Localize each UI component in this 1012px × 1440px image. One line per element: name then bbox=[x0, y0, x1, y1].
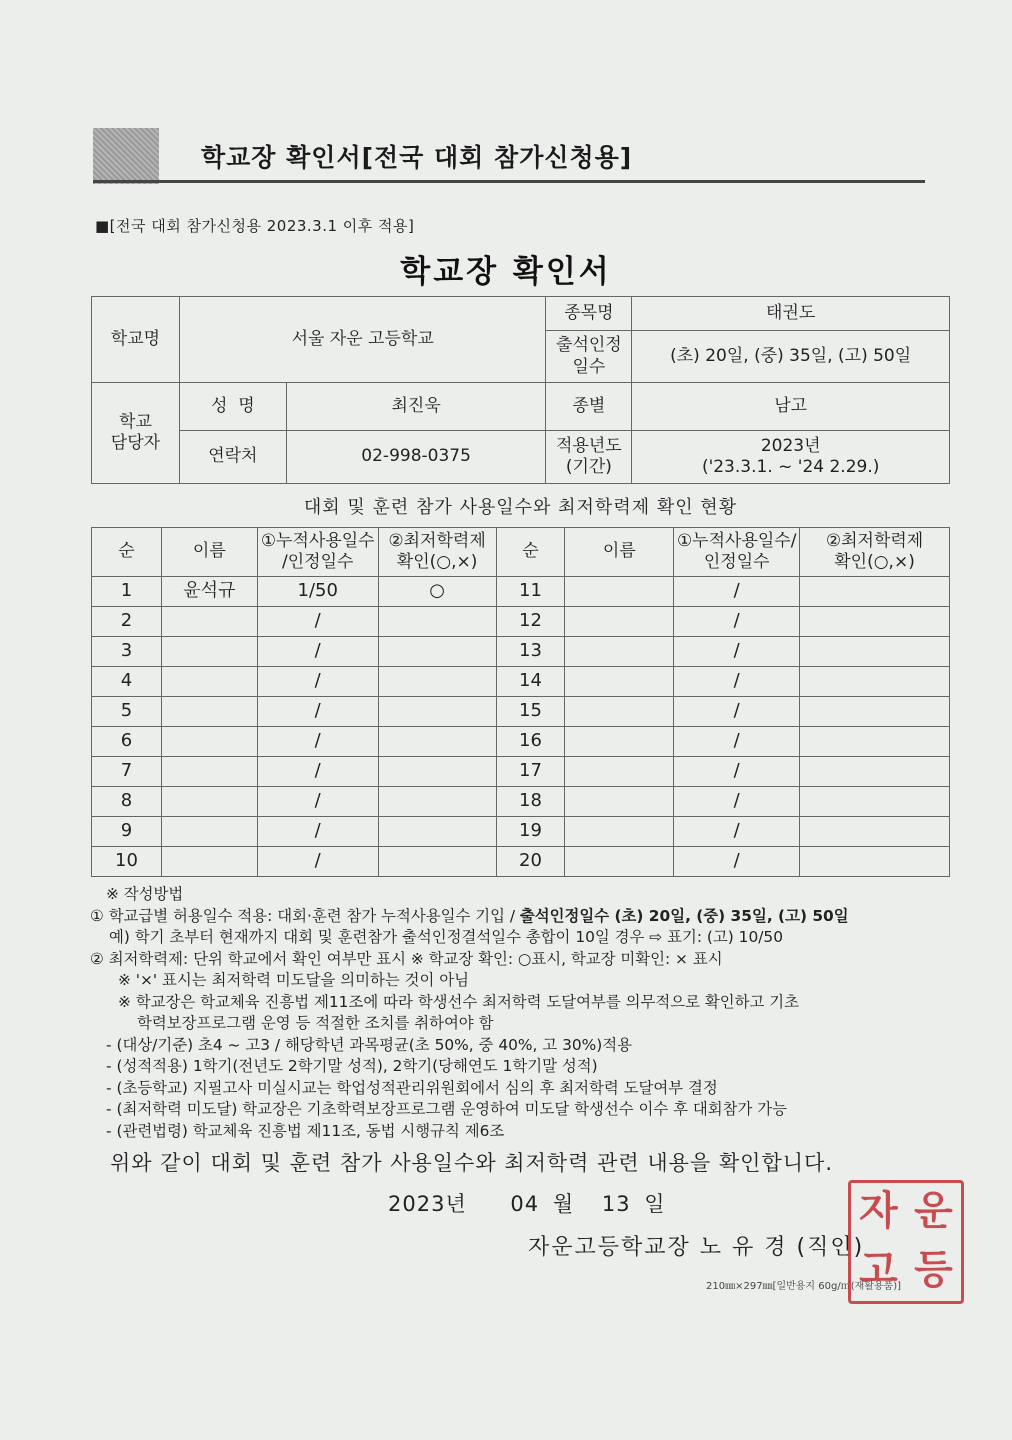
row-name bbox=[161, 727, 257, 757]
row-check-right bbox=[800, 697, 950, 727]
table-row bbox=[92, 697, 950, 727]
section-title: 대회 및 훈련 참가 사용일수와 최저학력제 확인 현황 bbox=[303, 497, 738, 518]
row-check-right bbox=[800, 637, 950, 667]
row-name-right bbox=[565, 757, 674, 787]
school-value: 서울 자운 고등학교 bbox=[179, 297, 546, 383]
note-2-b1: ※ 학교장은 학교체육 진흥법 제11조에 따라 학생선수 최저학력 도달여부를 의무적으로 확인하고 기초 bbox=[118, 992, 799, 1011]
header-name-right: 이름 bbox=[565, 528, 674, 577]
row-no-right: 19 bbox=[496, 817, 565, 847]
row-days: / bbox=[257, 727, 378, 757]
confirm-text: 위와 같이 대회 및 훈련 참가 사용일수와 최저학력 관련 내용을 확인합니다. bbox=[110, 1151, 834, 1175]
row-check-right bbox=[800, 787, 950, 817]
row-name-right bbox=[565, 667, 674, 697]
row-check bbox=[378, 847, 496, 877]
sport-label: 종목명 bbox=[546, 297, 632, 331]
info-table bbox=[91, 296, 950, 484]
detail-5: - (관련법령) 학교체육 진흥법 제11조, 동법 시행규칙 제6조 bbox=[106, 1121, 505, 1140]
date-year: 2023년 bbox=[388, 1192, 467, 1216]
header-days: ①누적사용일수 /인정일수 bbox=[257, 528, 378, 577]
row-days: / bbox=[257, 757, 378, 787]
date-month-unit: 월 bbox=[552, 1192, 575, 1216]
table-row bbox=[92, 847, 950, 877]
row-no: 6 bbox=[92, 727, 162, 757]
row-days: / bbox=[257, 607, 378, 637]
seal-char-2: 운 bbox=[914, 1188, 953, 1234]
row-check bbox=[378, 787, 496, 817]
note-1 bbox=[90, 906, 970, 928]
school-label: 학교명 bbox=[92, 297, 180, 383]
date-month: 04 bbox=[510, 1192, 540, 1216]
row-days: / bbox=[257, 787, 378, 817]
note-1-bold: 출석인정일수 (초) 20일, (중) 35일, (고) 50일 bbox=[519, 906, 849, 925]
row-check-right bbox=[800, 727, 950, 757]
row-days-right: / bbox=[674, 847, 800, 877]
row-check bbox=[378, 727, 496, 757]
row-name bbox=[161, 757, 257, 787]
contact-value: 02-998-0375 bbox=[286, 431, 546, 484]
table-row bbox=[92, 787, 950, 817]
row-days-right: / bbox=[674, 817, 800, 847]
row-check bbox=[378, 697, 496, 727]
detail-3: - (초등학교) 지필고사 미실시교는 학업성적관리위원회에서 심의 후 최저학력 도달여부 결정 bbox=[106, 1078, 718, 1097]
header-rule bbox=[93, 180, 925, 183]
row-no-right: 14 bbox=[496, 667, 565, 697]
gender-label: 종별 bbox=[546, 383, 632, 431]
header-no: 순 bbox=[92, 528, 162, 577]
seal-char-3: 고 bbox=[859, 1247, 898, 1293]
row-days: 1/50 bbox=[257, 577, 378, 607]
detail-1: - (대상/기준) 초4 ~ 고3 / 해당학년 과목평균(초 50%, 중 40%, 고 30%)적용 bbox=[106, 1035, 633, 1054]
row-days: / bbox=[257, 667, 378, 697]
contact-label: 연락처 bbox=[179, 431, 286, 484]
row-no: 10 bbox=[92, 847, 162, 877]
row-days-right: / bbox=[674, 787, 800, 817]
header-no-right: 순 bbox=[496, 528, 565, 577]
row-check bbox=[378, 757, 496, 787]
row-days: / bbox=[257, 637, 378, 667]
notes-heading: ※ 작성방법 bbox=[106, 885, 184, 903]
row-no-right: 12 bbox=[496, 607, 565, 637]
row-check-right bbox=[800, 817, 950, 847]
row-days: / bbox=[257, 697, 378, 727]
row-days: / bbox=[257, 847, 378, 877]
row-name bbox=[161, 787, 257, 817]
row-no-right: 18 bbox=[496, 787, 565, 817]
row-name-right bbox=[565, 817, 674, 847]
row-name bbox=[161, 637, 257, 667]
row-no-right: 17 bbox=[496, 757, 565, 787]
note-1-text: ① 학교급별 허용일수 적용: 대회·훈련 참가 누적사용일수 기입 / bbox=[90, 906, 520, 925]
table-row bbox=[92, 607, 950, 637]
usage-table bbox=[91, 527, 950, 877]
row-name-right bbox=[565, 787, 674, 817]
table-row bbox=[92, 817, 950, 847]
row-no-right: 13 bbox=[496, 637, 565, 667]
table-row bbox=[92, 637, 950, 667]
row-days-right: / bbox=[674, 577, 800, 607]
usage-table-header bbox=[92, 528, 950, 577]
row-days-right: / bbox=[674, 637, 800, 667]
row-name-right bbox=[565, 577, 674, 607]
row-days-right: / bbox=[674, 757, 800, 787]
seal-char-1: 자 bbox=[859, 1188, 898, 1234]
row-no: 3 bbox=[92, 637, 162, 667]
note-1-example: 예) 학기 초부터 현재까지 대회 및 훈련참가 출석인정결석일수 총합이 10일 경우 ⇨ 표기: (고) 10/50 bbox=[109, 928, 784, 946]
row-check-right bbox=[800, 607, 950, 637]
row-check bbox=[378, 817, 496, 847]
issue-date bbox=[388, 1188, 666, 1218]
table-row bbox=[92, 577, 950, 607]
name-value: 최진욱 bbox=[286, 383, 546, 431]
row-no-right: 16 bbox=[496, 727, 565, 757]
row-name-right bbox=[565, 637, 674, 667]
detail-2: - (성적적용) 1학기(전년도 2학기말 성적), 2학기(당해연도 1학기말 성적) bbox=[106, 1057, 598, 1075]
header-academic: ②최저학력제 확인(○,×) bbox=[378, 528, 496, 577]
row-check-right bbox=[800, 757, 950, 787]
row-check bbox=[378, 607, 496, 637]
gender-value: 남고 bbox=[632, 383, 950, 431]
row-check: ○ bbox=[378, 577, 496, 607]
row-no-right: 20 bbox=[496, 847, 565, 877]
principal-signature: 자운고등학교장 노 유 경 (직인) bbox=[528, 1235, 865, 1260]
name-label: 성 명 bbox=[179, 383, 286, 431]
note-2-a: ※ '×' 표시는 최저학력 미도달을 의미하는 것이 아님 bbox=[118, 971, 469, 989]
date-day: 13 bbox=[601, 1192, 631, 1216]
row-check-right bbox=[800, 847, 950, 877]
row-no-right: 11 bbox=[496, 577, 565, 607]
manager-label: 학교 담당자 bbox=[92, 383, 180, 484]
row-no: 1 bbox=[92, 577, 162, 607]
row-days: / bbox=[257, 817, 378, 847]
table-row bbox=[92, 727, 950, 757]
row-days-right: / bbox=[674, 727, 800, 757]
header-gray-block bbox=[93, 128, 159, 184]
row-name bbox=[161, 697, 257, 727]
header-name: 이름 bbox=[161, 528, 257, 577]
year-label: 적용년도 (기간) bbox=[546, 431, 632, 484]
apply-note: ■[전국 대회 참가신청용 2023.3.1 이후 적용] bbox=[95, 217, 415, 235]
row-check bbox=[378, 667, 496, 697]
row-name bbox=[161, 817, 257, 847]
row-check-right bbox=[800, 577, 950, 607]
row-name bbox=[161, 847, 257, 877]
header-days-right: ①누적사용일수/ 인정일수 bbox=[674, 528, 800, 577]
note-2-b2: 학력보장프로그램 운영 등 적절한 조치를 취하여야 함 bbox=[137, 1014, 494, 1032]
note-2: ② 최저학력제: 단위 학교에서 확인 여부만 표시 ※ 학교장 확인: ○표시, 학교장 미확인: × 표시 bbox=[90, 949, 723, 968]
row-no-right: 15 bbox=[496, 697, 565, 727]
paper-size-note: 210㎜×297㎜[일반용지 60g/㎡(재활용품)] bbox=[706, 1281, 902, 1292]
row-no: 7 bbox=[92, 757, 162, 787]
row-name: 윤석규 bbox=[161, 577, 257, 607]
header-title: 학교장 확인서[전국 대회 참가신청용] bbox=[201, 143, 633, 172]
year-value: 2023년 ('23.3.1. ~ '24 2.29.) bbox=[632, 431, 950, 484]
row-name-right bbox=[565, 697, 674, 727]
row-name-right bbox=[565, 847, 674, 877]
row-name-right bbox=[565, 727, 674, 757]
sport-value: 태권도 bbox=[632, 297, 950, 331]
official-seal bbox=[848, 1180, 964, 1304]
row-days-right: / bbox=[674, 607, 800, 637]
detail-4: - (최저학력 미도달) 학교장은 기초학력보장프로그램 운영하여 미도달 학생선수 이수 후 대회참가 가능 bbox=[106, 1100, 787, 1118]
row-name bbox=[161, 607, 257, 637]
row-name-right bbox=[565, 607, 674, 637]
seal-char-4: 등 bbox=[914, 1247, 953, 1293]
table-row bbox=[92, 757, 950, 787]
row-check bbox=[378, 637, 496, 667]
table-row bbox=[92, 667, 950, 697]
row-days-right: / bbox=[674, 667, 800, 697]
row-check-right bbox=[800, 667, 950, 697]
header-academic-right: ②최저학력제 확인(○,×) bbox=[800, 528, 950, 577]
row-no: 5 bbox=[92, 697, 162, 727]
row-name bbox=[161, 667, 257, 697]
row-no: 4 bbox=[92, 667, 162, 697]
row-no: 9 bbox=[92, 817, 162, 847]
row-no: 8 bbox=[92, 787, 162, 817]
date-day-unit: 일 bbox=[644, 1192, 666, 1216]
row-no: 2 bbox=[92, 607, 162, 637]
doc-title: 학교장 확인서 bbox=[400, 254, 612, 290]
notes bbox=[90, 884, 970, 1142]
attendance-label: 출석인정 일수 bbox=[546, 331, 632, 383]
header-bar bbox=[93, 128, 925, 184]
attendance-value: (초) 20일, (중) 35일, (고) 50일 bbox=[632, 331, 950, 383]
row-days-right: / bbox=[674, 697, 800, 727]
